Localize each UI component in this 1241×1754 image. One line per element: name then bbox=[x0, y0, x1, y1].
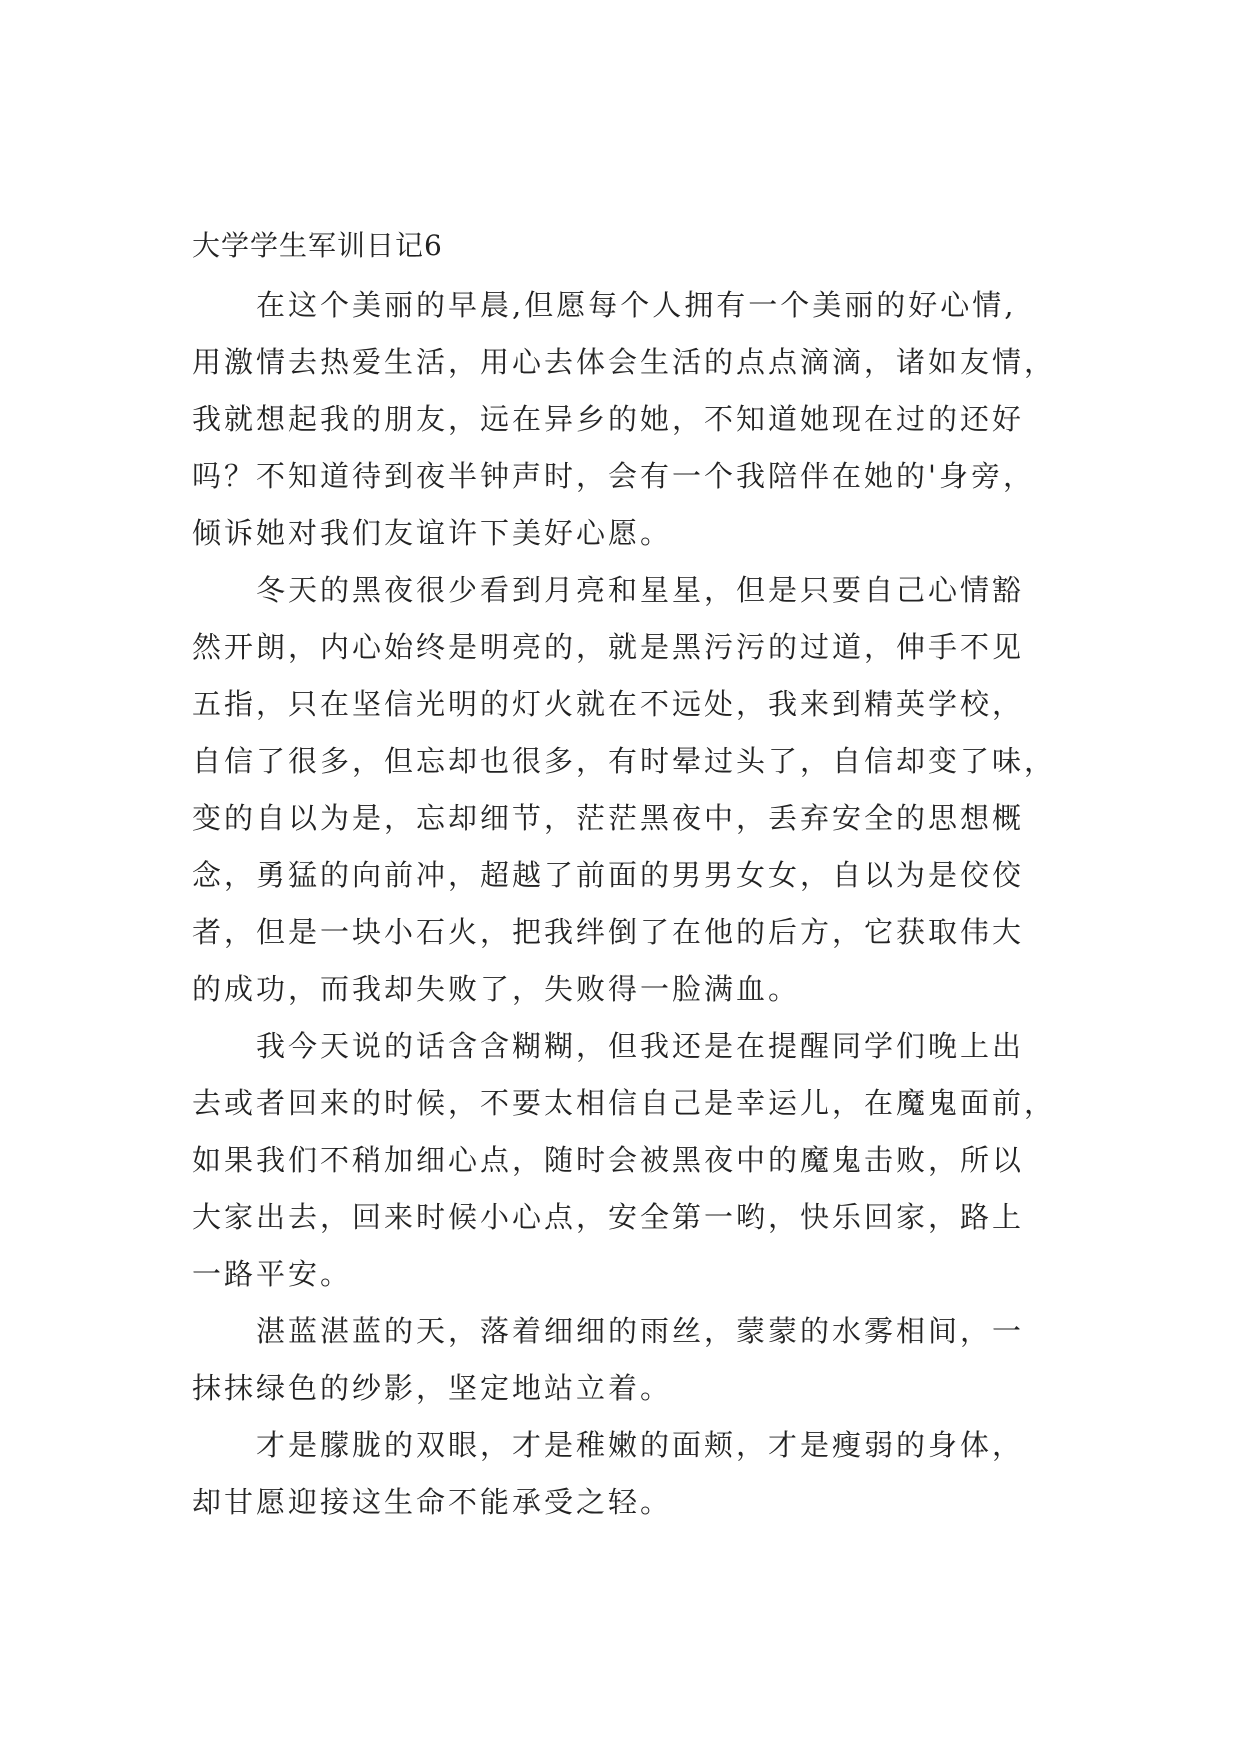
paragraph-2-line-3: 五指，只在坚信光明的灯火就在不远处，我来到精英学校， bbox=[192, 687, 1025, 721]
paragraph-5-line-1: 才是朦胧的双眼，才是稚嫩的面颊，才是瘦弱的身体， bbox=[192, 1428, 1025, 1462]
paragraph-2-line-6: 念，勇猛的向前冲，超越了前面的男男女女，自以为是佼佼 bbox=[192, 858, 1025, 892]
paragraph-3-line-1: 我今天说的话含含糊糊，但我还是在提醒同学们晚上出 bbox=[192, 1029, 1025, 1063]
paragraph-2-line-1: 冬天的黑夜很少看到月亮和星星，但是只要自己心情豁 bbox=[192, 573, 1025, 607]
paragraph-2-line-8: 的成功，而我却失败了，失败得一脸满血。 bbox=[192, 972, 801, 1006]
paragraph-2-line-5: 变的自以为是，忘却细节，茫茫黑夜中，丢弃安全的思想概 bbox=[192, 801, 1025, 835]
paragraph-4-line-2: 抹抹绿色的纱影，坚定地站立着。 bbox=[192, 1371, 673, 1405]
paragraph-3-line-2: 去或者回来的时候，不要太相信自己是幸运儿，在魔鬼面前， bbox=[192, 1086, 1057, 1120]
paragraph-1-line-4: 吗？不知道待到夜半钟声时，会有一个我陪伴在她的'身旁， bbox=[192, 459, 1035, 493]
paragraph-4-line-1: 湛蓝湛蓝的天，落着细细的雨丝，蒙蒙的水雾相间，一 bbox=[192, 1314, 1025, 1348]
paragraph-3-line-5: 一路平安。 bbox=[192, 1257, 353, 1291]
paragraph-3-line-4: 大家出去，回来时候小心点，安全第一哟，快乐回家，路上 bbox=[192, 1200, 1025, 1234]
paragraph-1-line-1: 在这个美丽的早晨,但愿每个人拥有一个美丽的好心情, bbox=[192, 288, 1017, 322]
paragraph-3-line-3: 如果我们不稍加细心点，随时会被黑夜中的魔鬼击败，所以 bbox=[192, 1143, 1025, 1177]
paragraph-2-line-4: 自信了很多，但忘却也很多，有时晕过头了，自信却变了味， bbox=[192, 744, 1057, 778]
paragraph-1-line-2: 用激情去热爱生活，用心去体会生活的点点滴滴，诸如友情， bbox=[192, 345, 1057, 379]
paragraph-2-line-7: 者，但是一块小石火，把我绊倒了在他的后方，它获取伟大 bbox=[192, 915, 1025, 949]
document-title: 大学学生军训日记6 bbox=[192, 229, 443, 262]
paragraph-1-line-3: 我就想起我的朋友，远在异乡的她，不知道她现在过的还好 bbox=[192, 402, 1025, 436]
paragraph-2-line-2: 然开朗，内心始终是明亮的，就是黑污污的过道，伸手不见 bbox=[192, 630, 1025, 664]
paragraph-5-line-2: 却甘愿迎接这生命不能承受之轻。 bbox=[192, 1485, 673, 1519]
paragraph-1-line-5: 倾诉她对我们友谊许下美好心愿。 bbox=[192, 516, 673, 550]
